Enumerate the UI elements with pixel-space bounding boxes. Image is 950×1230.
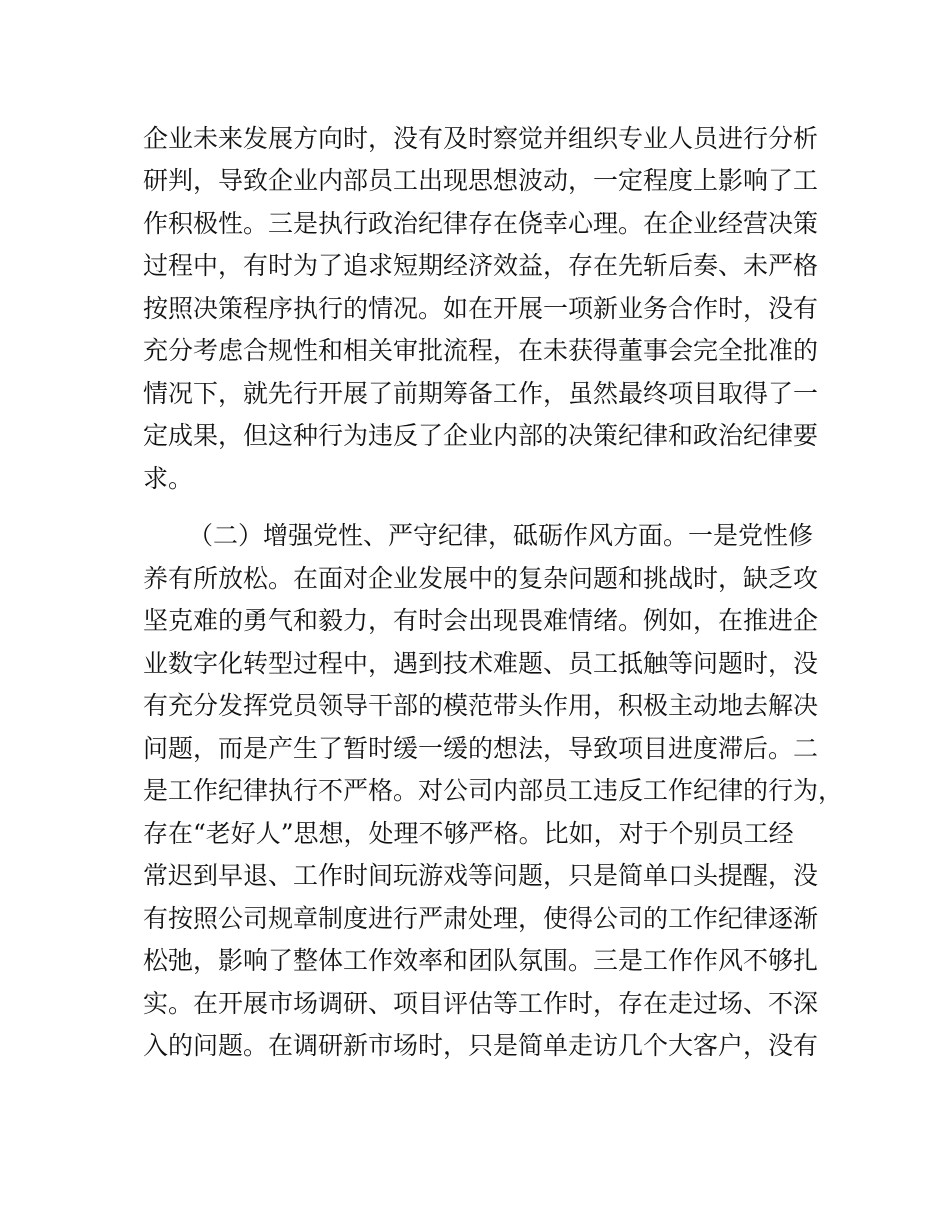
text-line: 按照决策程序执行的情况。如在开展一项新业务合作时，没有 [143,294,819,323]
text-line: 有充分发挥党员领导干部的模范带头作用，积极主动地去解决 [143,691,819,720]
text-line: 求。 [143,464,194,493]
text-line: 充分考虑合规性和相关审批流程，在未获得董事会完全批准的 [143,336,819,365]
text-line: 养有所放松。在面对企业发展中的复杂问题和挑战时，缺乏攻 [143,564,819,593]
text-line: 坚克难的勇气和毅力，有时会出现畏难情绪。例如，在推进企 [143,606,819,635]
text-line: 过程中，有时为了追求短期经济效益，存在先斩后奏、未严格 [143,251,819,280]
text-line: 是工作纪律执行不严格。对公司内部员工违反工作纪律的行为， [143,776,844,805]
text-line: 研判，导致企业内部员工出现思想波动，一定程度上影响了工 [143,166,819,195]
text-line: 业数字化转型过程中，遇到技术难题、员工抵触等问题时，没 [143,649,819,678]
text-line: 企业未来发展方向时，没有及时察觉并组织专业人员进行分析 [143,124,819,153]
text-line: 问题，而是产生了暂时缓一缓的想法，导致项目进度滞后。二 [143,734,819,763]
text-line: 入的问题。在调研新市场时，只是简单走访几个大客户，没有 [143,1031,819,1060]
text-line: 定成果，但这种行为违反了企业内部的决策纪律和政治纪律要 [143,421,819,450]
paragraph-heading-line: （二）增强党性、严守纪律，砥砺作风方面。一是党性修 [188,521,814,550]
text-line: 有按照公司规章制度进行严肃处理，使得公司的工作纪律逐渐 [143,904,819,933]
text-line: 常迟到早退、工作时间玩游戏等问题，只是简单口头提醒，没 [143,861,819,890]
text-line: 松弛，影响了整体工作效率和团队氛围。三是工作作风不够扎 [143,946,819,975]
text-line: 实。在开展市场调研、项目评估等工作时，存在走过场、不深 [143,989,819,1018]
text-line: 作积极性。三是执行政治纪律存在侥幸心理。在企业经营决策 [143,209,819,238]
text-line: 情况下，就先行开展了前期筹备工作，虽然最终项目取得了一 [143,379,819,408]
text-line: 存在“老好人”思想，处理不够严格。比如，对于个别员工经 [143,819,794,848]
